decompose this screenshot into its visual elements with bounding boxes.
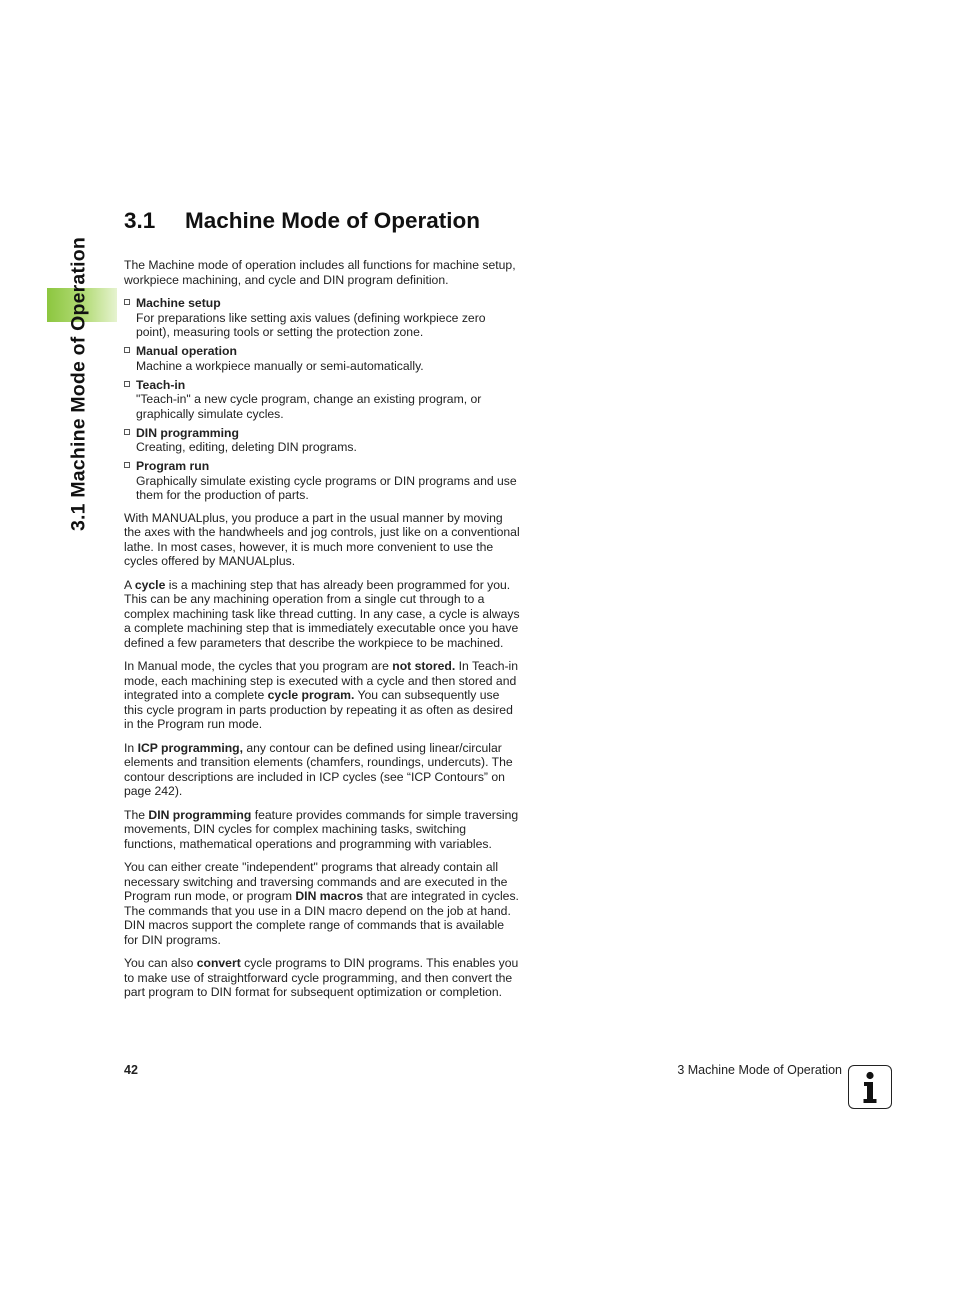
intro-paragraph: The Machine mode of operation includes all functions for machine setup, workpiece machining, and cycle and DIN program definition. [124,258,516,287]
modes-list [124,296,520,503]
manual-mode-paragraph: In Manual mode, the cycles that you program are not stored. In Teach-in mode, each machining step is executed with a cycle and then stored and integrated into a complete cycle program. You can subsequently use this cycle program in parts production by repeating it as often as desired in the Program run mode. [124,659,519,731]
square-bullet-icon [124,429,130,435]
convert-paragraph: You can also convert cycle programs to DIN programs. This enables you to make use of straightforward cycle programming, and then convert the part program to DIN format for subsequent optimization or completion. [124,956,519,999]
section-number: 3.1 [124,208,156,233]
section-title: Machine Mode of Operation [185,208,481,233]
manualplus-paragraph: With MANUALplus, you produce a part in the usual manner by moving the axes with the handwheels and jog controls, just like on a conventional lathe. In most cases, however, it is much more convenient to use the cycles offered by MANUALplus. [124,510,520,568]
cycle-paragraph: A cycle is a machining step that has already been programmed for you. This can be any machining operation from a single cut through to a complex machining task like thread cutting. In any case, a cycle is always a complete machining step that is immediately executable once you have defined a few parameters that describe the workpiece to be machined. [124,577,520,650]
square-bullet-icon [124,299,130,305]
list-item: DIN programming Creating, editing, deleting DIN programs. [124,426,520,455]
icp-paragraph: In ICP programming, any contour can be defined using linear/circular elements and transition elements (chamfers, roundings, undercuts). The contour descriptions are included in ICP cycles (see “ICP Contours” on page 242). [124,740,513,798]
list-item: Program run Graphically simulate existing cycle programs or DIN programs and use them for the production of parts. [124,459,520,503]
list-item: Teach-in "Teach-in" a new cycle program, change an existing program, or graphically simulate cycles. [124,378,520,422]
footer-chapter-title: 3 Machine Mode of Operation [677,1063,842,1077]
square-bullet-icon [124,462,130,468]
main-content [124,208,520,1009]
page-title [124,208,520,234]
page-number: 42 [124,1063,138,1077]
square-bullet-icon [124,347,130,353]
din-programming-paragraph: The DIN programming feature provides commands for simple traversing movements, DIN cycles for complex machining tasks, switching functions, mathematical operations and programming with variables. [124,807,519,851]
square-bullet-icon [124,381,130,387]
info-i-icon[interactable] [848,1065,892,1109]
list-item: Manual operation Machine a workpiece manually or semi-automatically. [124,344,520,373]
list-item: Machine setup For preparations like setting axis values (defining workpiece zero point), measuring tools or setting the protection zone. [124,296,520,340]
info-glyph [849,1066,891,1108]
din-macros-paragraph: You can either create "independent" programs that already contain all necessary switching and traversing commands and are executed in the Program run mode, or program DIN macros that are integrated in cycles. The commands that you use in a DIN macro depend on the job at hand. DIN macros support the complete range of commands that is available for DIN programs. [124,860,519,947]
